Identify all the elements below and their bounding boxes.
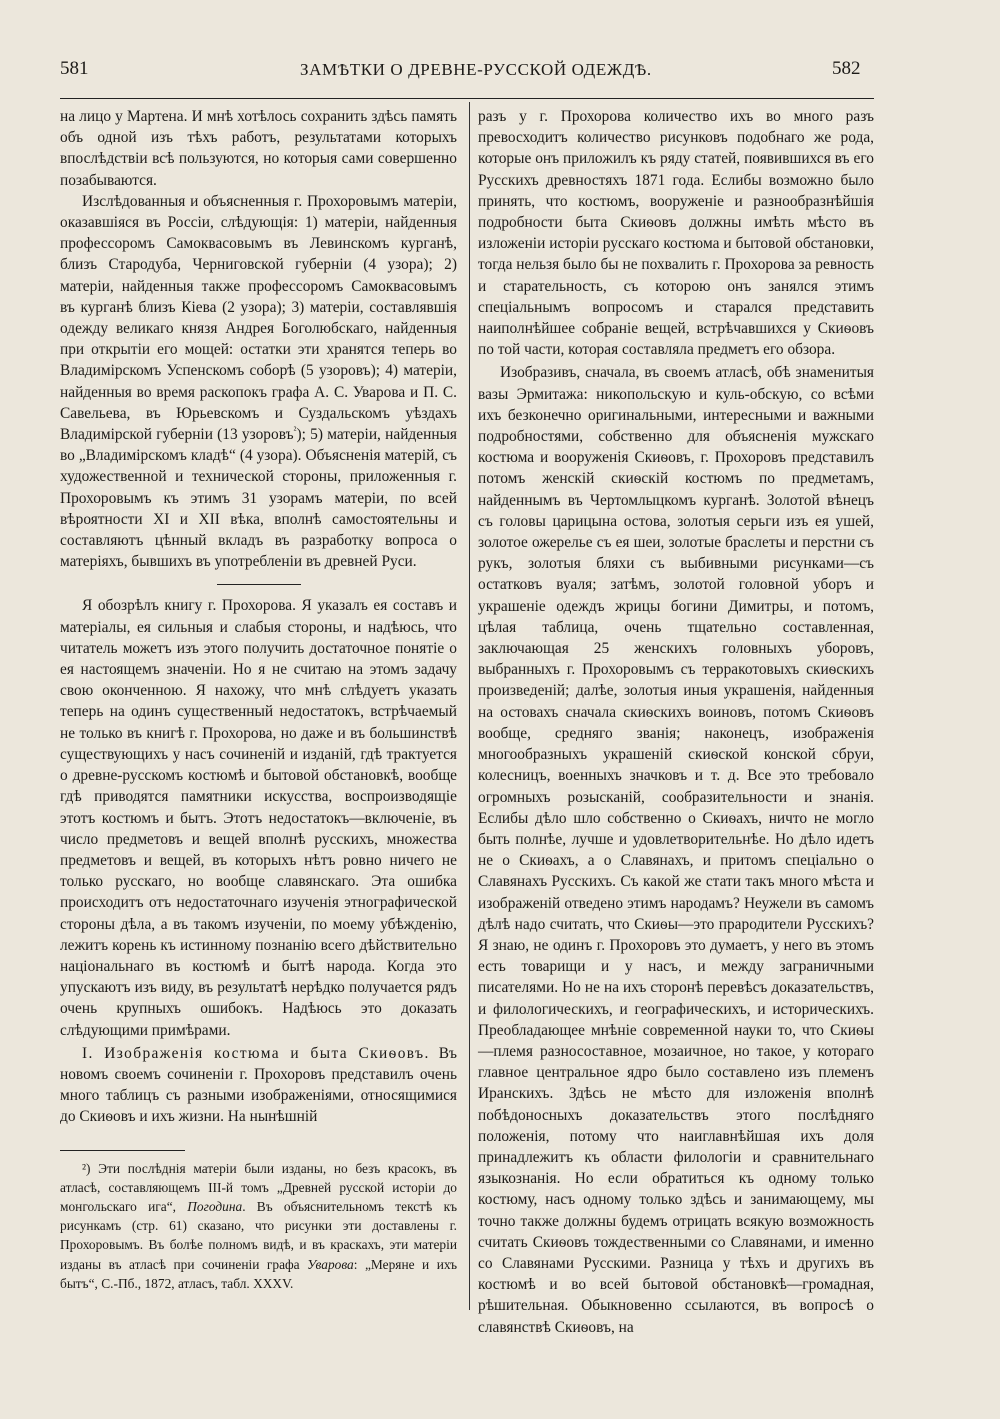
paragraph: разъ у г. Прохорова количество ихъ во много разъ превосходитъ количество рисунковъ подобнаго же рода, которые онъ приложилъ къ ряду статей, появившихся въ его Русскихъ древностяхъ 1871 года. Еслибы возможно было принять, что костюмъ, вооруженіе и разнообразнѣйшія подробности быта Скиѳовъ должны имѣть мѣсто въ изложеніи исторіи русскаго костюма и бытовой обстановки, тогда нельзя было бы не похвалить г. Прохорова за ревность и старательность, съ которою онъ занялся этимъ спеціальнымъ вопросомъ и старался представить наиполнѣйшее собраніе вещей, встрѣчавшихся у Скиѳовъ по той части, которая составляла предметъ его обзора. xyxy=(478,108,874,359)
footnote-author: Уварова xyxy=(307,1256,354,1272)
section-break-rule xyxy=(217,584,301,585)
paragraph-text: Въ новомъ своемъ сочиненіи г. Прохоровъ представилъ очень много таблицъ съ разными изображеніями, относящимися до Скиѳовъ и ихъ жизни. На нынѣшній xyxy=(60,1044,457,1126)
column-divider xyxy=(469,102,470,1310)
paragraph: на лицо у Мартена. И мнѣ хотѣлось сохранить здѣсь память объ одной изъ тѣхъ работъ, результатами которыхъ впослѣдствіи всѣ пользуются, но которыя сами совершенно позабываются. xyxy=(60,108,457,189)
right-column xyxy=(478,106,874,1338)
footnote-ref: ² xyxy=(293,424,297,436)
header-rule xyxy=(60,98,874,99)
paragraph: Изобразивъ, сначала, въ своемъ атласѣ, обѣ знаменитыя вазы Эрмитажа: никопольскую и куль-обскую, со всѣми ихъ безконечно оригинальными, интересными и важными подробностями, собственно для объясненія мужскаго костюма и вооруженія Скиѳовъ, г. Прохоровъ представилъ потомъ женскій скиѳскій костюмъ по предметамъ, найденнымъ въ Чертомлыцкомъ курганѣ. Золотой вѣнецъ съ головы царицына остова, золотыя серьги изъ ея ушей, золотое ожерелье съ ея шеи, золотые браслеты и перстни съ рукъ, золотыя бляхи съ выбивными рисунками—съ остатковъ вуаля; затѣмъ, золотой головной уборъ и украшеніе одеждъ жрицы богини Димитры, и потомъ, цѣлая таблица, очень тщательно составленная, заключающая 25 женскихъ головныхъ уборовъ, выбранныхъ г. Прохоровымъ съ терракотовыхъ скиѳскихъ произведеній; далѣе, золотыя иныя украшенія, найденныя на остовахъ сначала скиѳскихъ воиновъ, потомъ Скиѳовъ вообще, средняго званія; наконецъ, изображенія многообразныхъ украшеній скиѳской конской сбруи, колесницъ, военныхъ значковъ и т. д. Все это требовало огромныхъ розысканій, сообразительности и знанія. Еслибы дѣло шло собственно о Скиѳахъ, ничто не могло быть полнѣе, лучше и удовлетворительнѣе. Но дѣло идетъ не о Скиѳахъ, а о Славянахъ, и притомъ спеціально о Славянахъ Русскихъ. Съ какой же стати такъ много мѣста и изображеній отведено этимъ народамъ? Неужели въ самомъ дѣлѣ надо считать, что Скиѳы—это прародители Русскихъ? Я знаю, не одинъ г. Прохоровъ это думаетъ, у него въ этомъ есть товарищи и у насъ, и между заграничными писателями. Но не на ихъ сторонѣ перевѣсъ доказательствъ, и филологическихъ, и географическихъ, и историческихъ. Преобладающее мнѣніе современной науки то, что Скиѳы—племя разносоставное, мозаичное, но такое, у котораго главное центральное ядро было составлено изъ племенъ Иранскихъ. Здѣсь не мѣсто для изложенія вполнѣ побѣдоносныхъ доказательствъ этого послѣдняго положенія, потому что наиглавнѣйшая ихъ доля принадлежитъ къ области филологіи и сравнительнаго языкознанія. Но если обратиться къ одному только костюму, насъ одному только здѣсь и занимающему, мы точно также должны будемъ отрицать всякую возможность считать Скиѳовъ тождественными со Славянами, и именно со Славянами Русскими. Разница у тѣхъ и другихъ въ костюмѣ и во всей бытовой обстановкѣ—громадная, рѣшительная. Обыкновенно ссылаются, въ вопросѣ о славянствѣ Скиѳовъ, на xyxy=(478,364,874,1336)
footnote-mark: ² xyxy=(82,1160,87,1176)
footnote-text: ) Эти послѣднія матеріи были изданы, но безъ красокъ, въ атласѣ, составляющемъ III-й томъ „Древней русской исторіи до монгольскаго ига“, xyxy=(60,1160,457,1214)
footnote-author: Погодина xyxy=(187,1198,243,1214)
running-title: ЗАМѢТКИ О ДРЕВНЕ-РУССКОЙ ОДЕЖДѢ. xyxy=(300,60,652,79)
footnote-rule xyxy=(60,1150,185,1151)
paragraph xyxy=(60,191,457,573)
page-number-right: 582 xyxy=(832,58,861,79)
paragraph-text: ); 5) матеріи, найденныя во „Владимірскомъ кладѣ“ (4 узора). Объясненія матерій, съ художественной и технической стороны, приложенныя г. Прохоровымъ къ этимъ 31 узорамъ матеріи, по всей вѣроятности XI и XII вѣка, вполнѣ самостоятельны и составляютъ цѣнный вкладъ въ разработку вопроса о матеріяхъ, бывшихъ въ употребленіи въ древней Руси. xyxy=(60,426,457,571)
section-heading: I. Изображенія костюма и быта Скиѳовъ. xyxy=(82,1044,430,1062)
page-number-left: 581 xyxy=(60,58,89,79)
footnote-text: : „Меряне и ихъ бытъ“, С.-Пб., 1872, атласъ, табл. XXXV. xyxy=(60,1256,457,1291)
left-column xyxy=(60,106,457,1293)
paragraph xyxy=(60,1043,457,1128)
footnote-text: . Въ объяснительномъ текстѣ къ рисункамъ (стр. 61) сказано, что рисунки эти доставлены г. Прохоровымъ. Въ болѣе полномъ видѣ, и въ краскахъ, эти матеріи изданы въ атласѣ при сочиненіи графа xyxy=(60,1198,458,1272)
footnote xyxy=(60,1159,457,1293)
paragraph: Я обозрѣлъ книгу г. Прохорова. Я указалъ ея составъ и матеріалы, ея сильныя и слабыя стороны, и надѣюсь, что читатель можетъ изъ этого получить достаточное понятіе о ея настоящемъ значеніи. Но я не считаю на этомъ задачу свою оконченною. Я нахожу, что мнѣ слѣдуетъ указать теперь на одинъ существенный недостатокъ, встрѣчаемый не только въ книгѣ г. Прохорова, но даже и въ большинствѣ существующихъ у насъ сочиненій и изданій, гдѣ трактуется о древне-русскомъ костюмѣ и бытовой обстановкѣ, вообще гдѣ приводятся памятники искусства, воспроизводящіе этотъ костюмъ и бытъ. Этотъ недостатокъ—включеніе, въ число предметовъ и вещей вполнѣ русскихъ, множества предметовъ и вещей, въ которыхъ нѣтъ ровно ничего не только русскаго, но вообще славянскаго. Эта ошибка происходитъ отъ недостаточнаго изученія этнографической стороны дѣла, а въ такомъ изученіи, по моему убѣжденію, лежитъ корень къ истинному познанію всего дѣйствительно національнаго въ костюмѣ и бытѣ народа. Когда это упускаютъ изъ виду, въ результатѣ нерѣдко получается рядъ очень крупныхъ ошибокъ. Надѣюсь это доказать слѣдующими примѣрами. xyxy=(60,597,457,1039)
paragraph-text: Изслѣдованныя и объясненныя г. Прохоровымъ матеріи, оказавшіяся въ Россіи, слѣдующія: 1) матеріи, найденныя профессоромъ Самоквасовымъ въ Левинскомъ курганѣ, близъ Стародуба, Черниговской губерніи (4 узора); 2) матеріи, найденныя также профессоромъ Самоквасовымъ въ курганѣ близъ Кіева (2 узора); 3) матеріи, составлявшія одежду великаго князя Андрея Боголюбскаго, найденныя при открытіи его мощей: остатки эти хранятся теперь во Владимірскомъ Успенскомъ соборѣ (5 узоровъ); 4) матеріи, найденныя во время раскопокъ графа А. С. Уварова и П. С. Савельева, въ Юрьевскомъ и Суздальскомъ уѣздахъ Владимірской губерніи (13 узоровъ xyxy=(60,192,457,444)
